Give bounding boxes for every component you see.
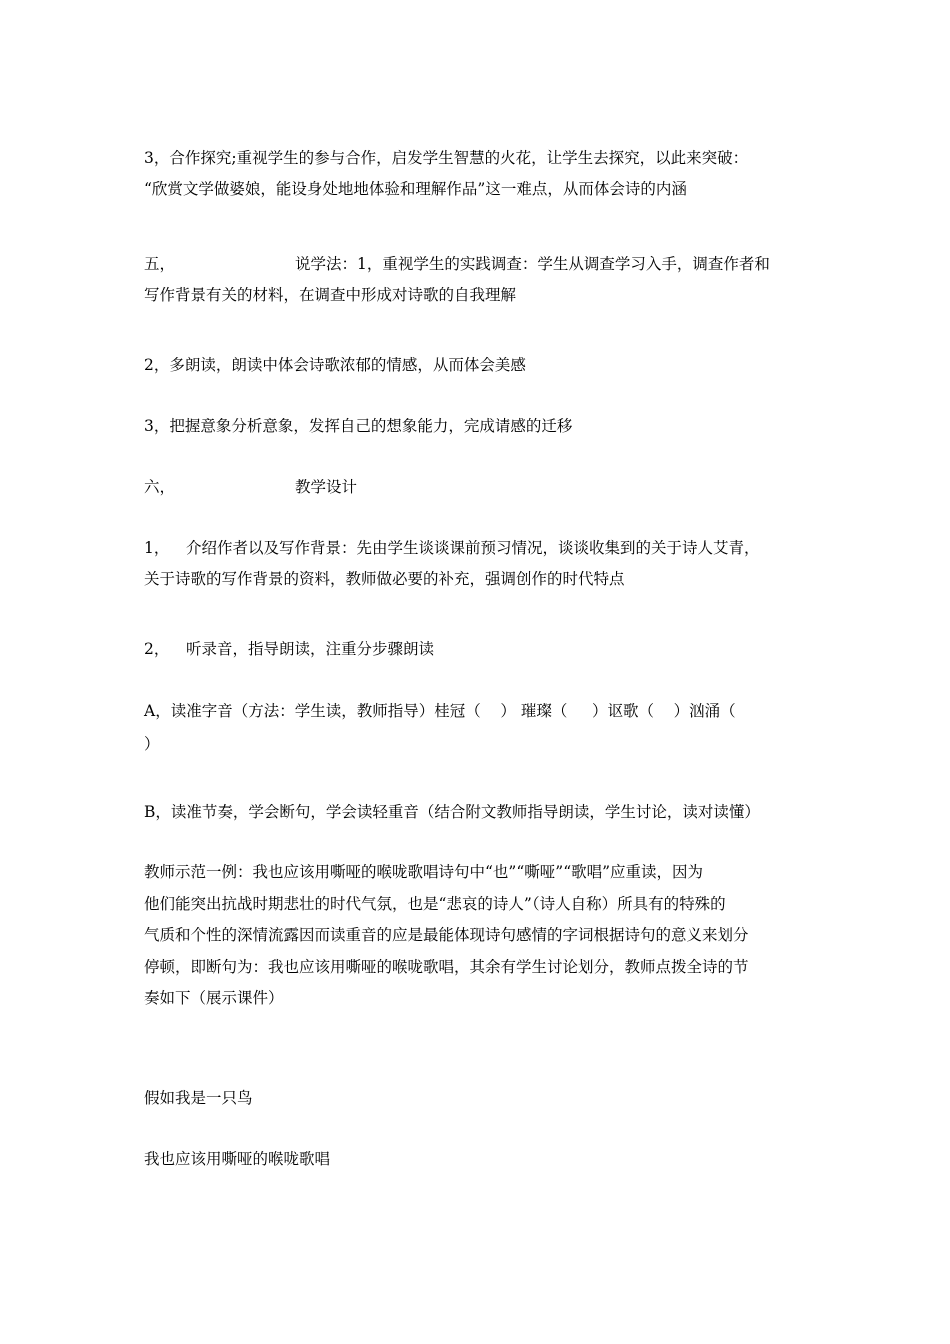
text-line [144, 249, 810, 280]
text-line: 气质和个性的深情流露因而读重音的应是最能体现诗句感情的字词根据诗句的意义来划分 [144, 926, 749, 944]
poem-line [144, 1083, 810, 1114]
item-number: 1， [144, 539, 170, 557]
text-line: 假如我是一只鸟 [144, 1089, 253, 1107]
paragraph-cooperative-inquiry [144, 143, 810, 205]
text-line: 3，把握意象分析意象，发挥自己的想象能力，完成请感的迁移 [144, 417, 573, 435]
section-title: 教学设计 [295, 478, 358, 496]
text-line: 他们能突出抗战时期悲壮的时代气氛，也是“悲哀的诗人”（诗人自称）所具有的特殊的 [144, 894, 726, 913]
text-line [144, 634, 810, 665]
section-heading-teaching-design [144, 472, 357, 503]
item-number: 2， [144, 640, 170, 658]
text-line: 写作背景有关的材料，在调查中形成对诗歌的自我理解 [144, 286, 517, 304]
paragraph-learning-methods [144, 249, 810, 311]
section-number: 六， [144, 478, 176, 496]
section-text: 说学法：1，重视学生的实践调查：学生从调查学习入手，调查作者和 [295, 255, 770, 273]
text-line: 关于诗歌的写作背景的资料，教师做必要的补充，强调创作的时代特点 [144, 570, 625, 588]
text-line: ） [144, 735, 160, 753]
text-line: 停顿，即断句为：我也应该用嘶哑的喉咙歌唱，其余有学生讨论划分，教师点拨全诗的节 [144, 957, 749, 976]
paragraph-author-background [144, 533, 810, 595]
text-line [144, 533, 810, 564]
paragraph-reading-aloud [144, 350, 810, 381]
text-line: 3，合作探究;重视学生的参与合作，启发学生智慧的火花，让学生去探究，以此来突破： [144, 149, 749, 167]
paragraph-imagery [144, 411, 810, 442]
text-line: A，读准字音（方法：学生读，教师指导）桂冠（ ） 璀璨（ ）讴歌（ ）汹涌（ [144, 702, 736, 720]
paragraph-teacher-example [144, 857, 810, 1015]
poem-line [144, 1144, 810, 1175]
paragraph-pronunciation [144, 695, 810, 761]
paragraph-rhythm [144, 797, 810, 828]
item-text: 听录音，指导朗读，注重分步骤朗读 [186, 640, 435, 658]
paragraph-listen-recording [144, 634, 810, 665]
text-line: 2，多朗读，朗读中体会诗歌浓郁的情感，从而体会美感 [144, 356, 526, 374]
text-line: 教师示范一例：我也应该用嘶哑的喉咙歌唱诗句中“也”“嘶哑”“歌唱”应重读，因为 [144, 863, 704, 881]
item-text: 介绍作者以及写作背景：先由学生谈谈课前预习情况，谈谈收集到的关于诗人艾青， [186, 539, 760, 557]
text-line: B，读准节奏，学会断句，学会读轻重音（结合附文教师指导朗读，学生讨论，读对读懂） [144, 803, 760, 821]
section-number: 五， [144, 255, 176, 273]
text-line: 奏如下（展示课件） [144, 989, 284, 1007]
text-line: “欣赏文学做婆娘，能设身处地地体验和理解作品”这一难点，从而体会诗的内涵 [144, 180, 687, 198]
text-line: 我也应该用嘶哑的喉咙歌唱 [144, 1150, 331, 1168]
